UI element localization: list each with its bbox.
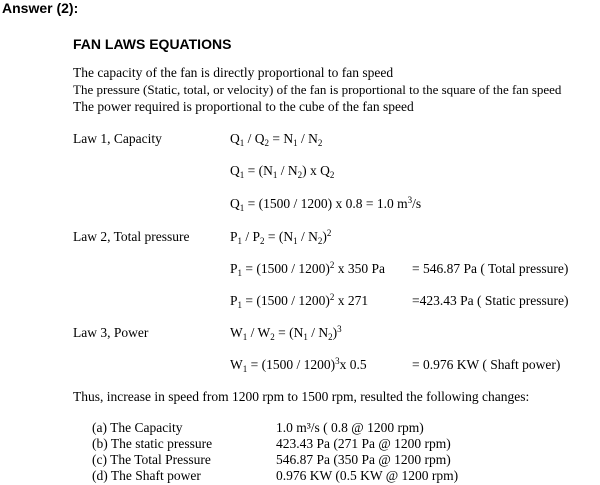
law1-rearranged: $Q_1 = (N_1 / N_2)$ x $Q_2$ bbox=[230, 163, 335, 180]
law2-static-result: =423.43 Pa ( Static pressure) bbox=[412, 293, 569, 308]
change-value-power: 0.976 KW (0.5 KW @ 1200 rpm) bbox=[276, 468, 459, 483]
section-title: FAN LAWS EQUATIONS bbox=[73, 36, 232, 52]
law3-label: Law 3, Power bbox=[73, 325, 149, 340]
change-value-total: 546.87 Pa (350 Pa @ 1200 rpm) bbox=[276, 452, 451, 467]
law3-result: = 0.976 KW ( Shaft power) bbox=[412, 357, 561, 372]
intro-line-3: The power required is proportional to the cube of the fan speed bbox=[73, 99, 414, 114]
change-label-power: (d) The Shaft power bbox=[92, 468, 201, 483]
intro-line-1: The capacity of the fan is directly proportional to fan speed bbox=[73, 65, 394, 80]
law2-equation: $P_1 / P_2 = (N_1 / N_2)^2$ bbox=[230, 228, 332, 246]
change-label-static: (b) The static pressure bbox=[92, 436, 213, 451]
answer-heading: Answer (2): bbox=[2, 0, 79, 16]
change-label-total: (c) The Total Pressure bbox=[92, 452, 211, 467]
intro-line-2: The pressure (Static, total, or velocity) of the fan is proportional to the square of the fan speed bbox=[73, 82, 562, 97]
law1-equation: $Q_1 / Q_2 = N_1 / N_2$ bbox=[230, 131, 323, 148]
change-value-static: 423.43 Pa (271 Pa @ 1200 rpm) bbox=[276, 436, 451, 451]
law2-total-result: = 546.87 Pa ( Total pressure) bbox=[412, 261, 569, 276]
law3-equation: $W_1 / W_2 = (N_1 / N_2)^3$ bbox=[230, 324, 342, 342]
change-label-capacity: (a) The Capacity bbox=[92, 420, 183, 435]
law1-calculation: $Q_1 = (1500 / 1200)$ x 0.8 = 1.0 $m^3/s$ bbox=[230, 195, 422, 213]
law2-total-calc: $P_1 = (1500 / 1200)^2$ x 350 Pa bbox=[230, 260, 385, 278]
law3-calc: $W_1 = (1500 / 1200)^3x$ 0.5 bbox=[230, 356, 367, 374]
law2-label: Law 2, Total pressure bbox=[73, 229, 190, 244]
change-value-capacity: 1.0 m³/s ( 0.8 @ 1200 rpm) bbox=[276, 420, 424, 435]
summary-intro: Thus, increase in speed from 1200 rpm to 1500 rpm, resulted the following changes: bbox=[73, 389, 530, 404]
law1-label: Law 1, Capacity bbox=[73, 131, 162, 146]
law2-static-calc: $P_1 = (1500 / 1200)^2$ x 271 bbox=[230, 292, 369, 310]
